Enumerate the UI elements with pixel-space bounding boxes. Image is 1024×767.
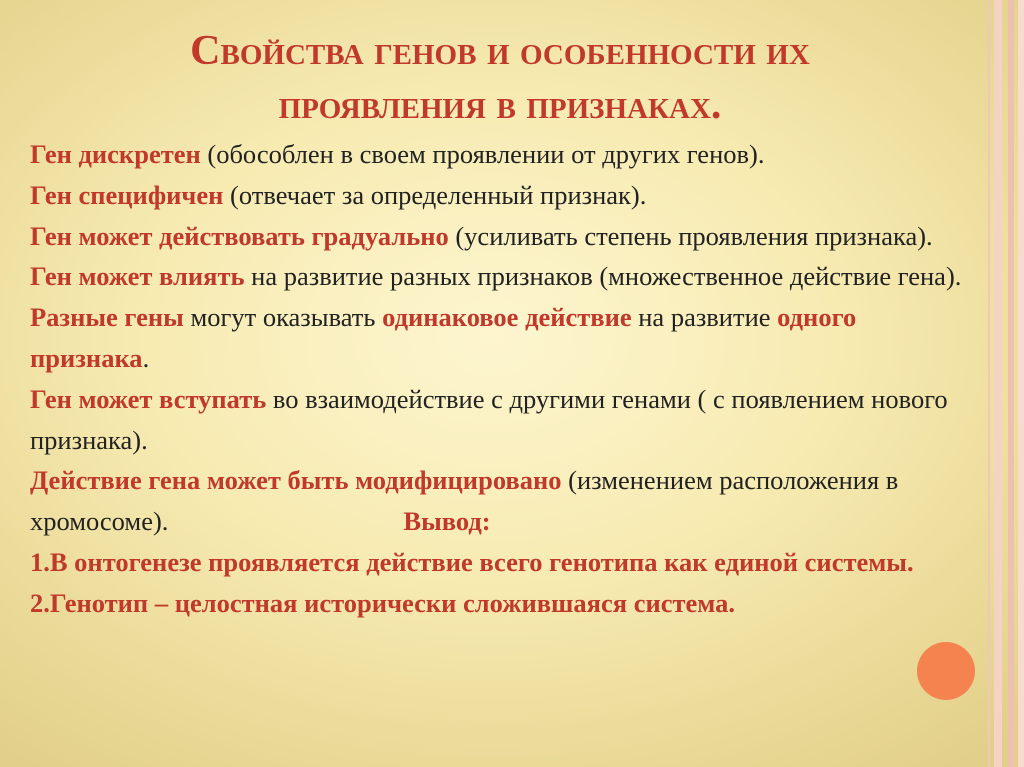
gene-property-paragraph: [30, 175, 975, 216]
property-description: на развитие разных признаков (множественное действие гена).: [244, 261, 962, 292]
property-description: .: [142, 342, 150, 373]
property-description: (усиливать степень проявления признака).: [448, 220, 933, 251]
slide-title-line-1: Свойства генов и особенности их: [190, 28, 810, 74]
gene-property-paragraph: [30, 134, 975, 175]
gene-property-paragraph: [30, 297, 975, 379]
property-highlight: одного признака: [30, 302, 857, 373]
conclusion-label: Вывод:: [403, 506, 491, 537]
property-highlight: Действие гена может быть модифицировано: [30, 465, 562, 496]
gene-property-paragraph: [30, 216, 975, 257]
property-description: (обособлен в своем проявлении от других генов).: [200, 139, 765, 169]
property-highlight: одинаковое действие: [382, 302, 632, 333]
slide-content: [30, 134, 975, 624]
property-description: во взаимодействие с другими генами ( с появлением нового признака).: [30, 383, 948, 455]
gene-property-paragraph: [30, 460, 975, 542]
property-highlight: Ген специфичен: [30, 179, 224, 210]
property-description: могут оказывать: [183, 302, 383, 333]
gene-property-paragraph: [30, 256, 975, 297]
conclusion-item: 2.Генотип – целостная исторически сложившаяся система.: [30, 587, 736, 618]
decorative-stripe: [1008, 0, 1014, 767]
property-description: (изменением расположения в хромосоме).: [30, 465, 899, 537]
property-description: на развитие: [631, 302, 778, 333]
property-highlight: Ген может вступать: [30, 383, 267, 414]
decorative-stripe: [1018, 0, 1024, 767]
conclusion-item: 1.В онтогенезе проявляется действие всего генотипа как единой системы.: [30, 546, 914, 577]
property-highlight: Ген может действовать градуально: [30, 220, 449, 251]
property-highlight: Ген может влиять: [30, 261, 245, 292]
property-highlight: Ген дискретен: [30, 139, 201, 169]
property-highlight: Разные гены: [30, 302, 184, 333]
slide-title-line-2: проявления в признаках.: [278, 82, 722, 128]
gene-property-paragraph: [30, 379, 975, 461]
property-description: (отвечает за определенный признак).: [223, 179, 647, 210]
orange-circle-decoration: [917, 642, 975, 700]
